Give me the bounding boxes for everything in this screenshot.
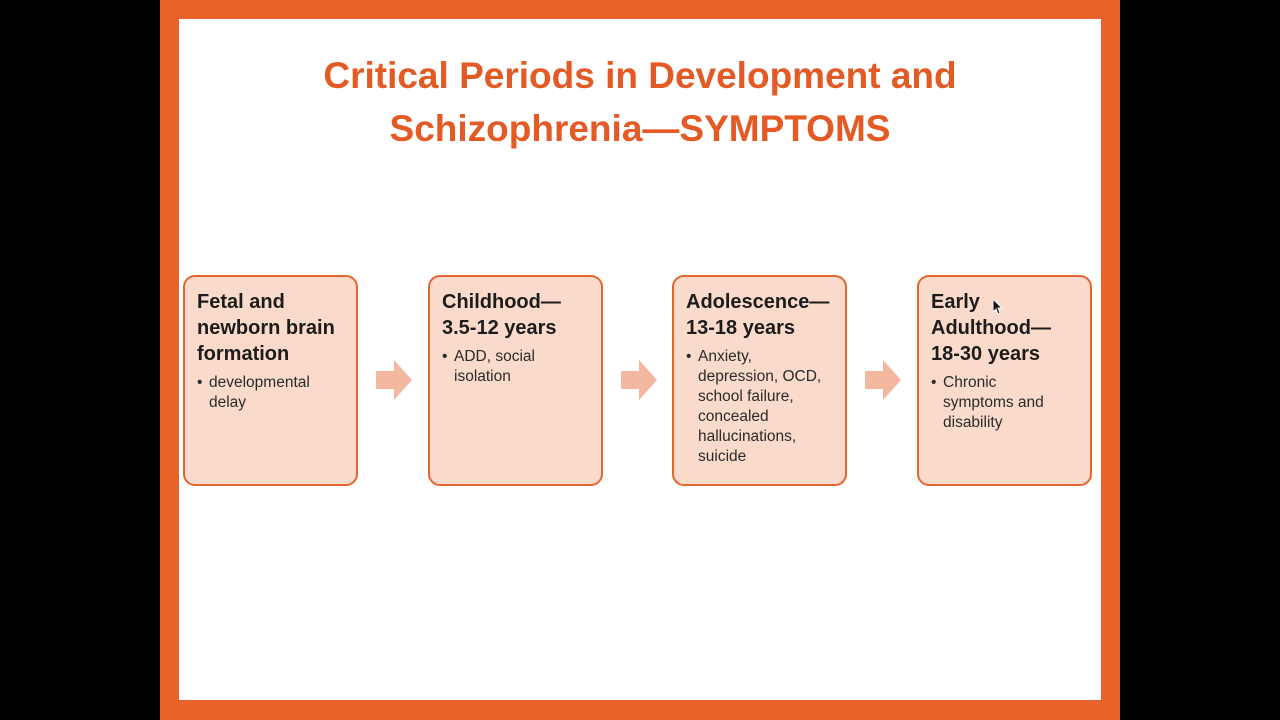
stage-detail-list <box>197 373 348 413</box>
mouse-pointer-icon <box>993 299 1003 315</box>
stage-detail-list <box>442 347 593 387</box>
title-line-1: Critical Periods in Development and <box>323 55 957 96</box>
stage-heading-line: Early <box>931 291 980 313</box>
right-arrow-icon <box>865 360 901 400</box>
stage-box-fetal <box>183 275 358 486</box>
bullet-icon: • <box>686 348 692 365</box>
stage-detail-item <box>931 373 1082 433</box>
stage-detail-line: suicide <box>698 448 747 465</box>
stage-heading-line: Childhood— <box>442 291 561 313</box>
stage-detail-item <box>197 373 348 413</box>
stage-heading-line: Adolescence— <box>686 291 830 313</box>
stage-detail-item <box>686 347 837 467</box>
bullet-icon: • <box>442 348 448 365</box>
stage-detail-line: developmental <box>209 374 310 391</box>
bullet-icon: • <box>197 374 203 391</box>
stage-detail-list <box>686 347 837 467</box>
bullet-icon: • <box>931 374 937 391</box>
slide-title <box>179 49 1101 155</box>
stage-box-adolescence <box>672 275 847 486</box>
stage-detail-line: Chronic <box>943 374 997 391</box>
stage-heading-line: Fetal and <box>197 291 285 313</box>
stage-detail-line: disability <box>943 414 1003 431</box>
stage-detail-line: ADD, social <box>454 348 535 365</box>
stage-box-early-adulthood <box>917 275 1092 486</box>
right-arrow-icon <box>376 360 412 400</box>
stage-detail-line: delay <box>209 394 247 411</box>
stage-detail-line: depression, OCD, <box>698 368 822 385</box>
title-line-2: Schizophrenia—SYMPTOMS <box>389 108 891 149</box>
right-arrow-icon <box>621 360 657 400</box>
stage-heading <box>931 289 1082 367</box>
stage-heading-line: 3.5-12 years <box>442 317 557 339</box>
stage-detail-list <box>931 373 1082 433</box>
stage-heading-line: 18-30 years <box>931 343 1040 365</box>
stage-heading-line: newborn brain <box>197 317 335 339</box>
stage-heading <box>197 289 348 367</box>
stage-box-childhood <box>428 275 603 486</box>
stage-detail-line: symptoms and <box>943 394 1044 411</box>
stage-heading-line: Adulthood— <box>931 317 1051 339</box>
stage-heading-line: 13-18 years <box>686 317 795 339</box>
slide <box>179 19 1101 700</box>
stage-heading-line: formation <box>197 343 290 365</box>
stage-detail-line: school failure, <box>698 388 794 405</box>
stage-detail-item <box>442 347 593 387</box>
stage-detail-line: Anxiety, <box>698 348 752 365</box>
stage-detail-line: isolation <box>454 368 511 385</box>
stage-heading <box>686 289 837 341</box>
stage-detail-line: concealed <box>698 408 769 425</box>
stage-heading <box>442 289 593 341</box>
stage-detail-line: hallucinations, <box>698 428 797 445</box>
